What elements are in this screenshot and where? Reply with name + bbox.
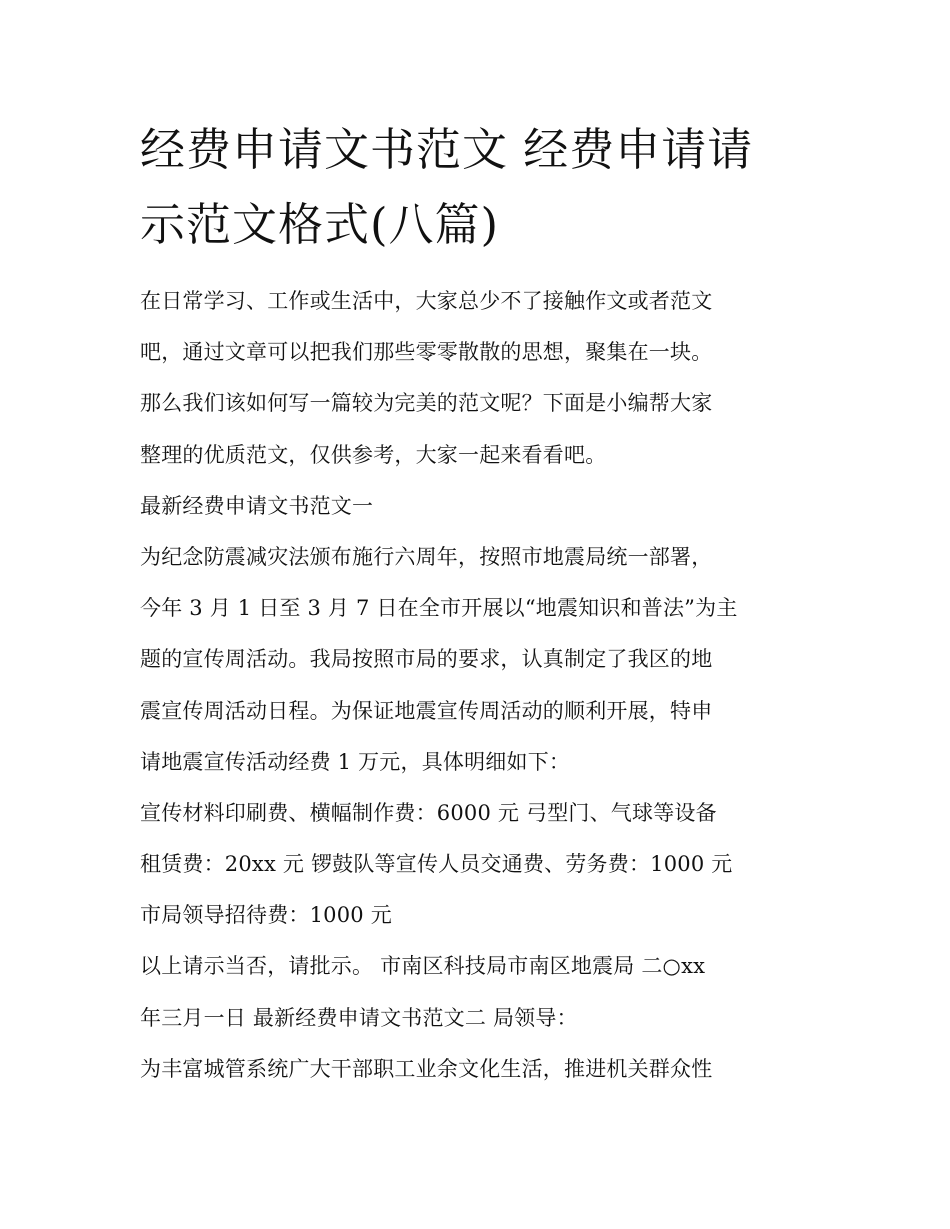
document-title bbox=[140, 112, 820, 262]
paragraph-line: 那么我们该如何写一篇较为完美的范文呢？下面是小编帮大家 bbox=[140, 391, 713, 416]
paragraph-line: 为丰富城管系统广大干部职工业余文化生活，推进机关群众性 bbox=[140, 1056, 713, 1081]
paragraph-line: 请地震宣传活动经费 1 万元，具体明细如下： bbox=[140, 749, 571, 774]
paragraph-line: 题的宣传周活动。我局按照市局的要求，认真制定了我区的地 bbox=[140, 647, 713, 672]
paragraph-line: 为纪念防震减灾法颁布施行六周年，按照市地震局统一部署， bbox=[140, 544, 713, 569]
paragraph-line: 年三月一日 最新经费申请文书范文二 局领导： bbox=[140, 1005, 578, 1030]
paragraph-line: 吧，通过文章可以把我们那些零零散散的思想，聚集在一块。 bbox=[140, 340, 713, 365]
paragraph-line: 今年 3 月 1 日至 3 月 7 日在全市开展以“地震知识和普法”为主 bbox=[140, 596, 738, 621]
paragraph-line: 宣传材料印刷费、横幅制作费：6000 元 弓型门、气球等设备 bbox=[140, 800, 717, 825]
title-line-2: 示范文格式(八篇) bbox=[140, 198, 500, 251]
section-heading: 最新经费申请文书范文一 bbox=[140, 493, 374, 518]
paragraph-line: 以上请示当否，请批示。 市南区科技局市南区地震局 二○xx bbox=[140, 954, 706, 979]
paragraph-line: 租赁费：20xx 元 锣鼓队等宣传人员交通费、劳务费：1000 元 bbox=[140, 852, 733, 877]
paragraph-line: 市局领导招待费：1000 元 bbox=[140, 903, 392, 928]
paragraph-line: 震宣传周活动日程。为保证地震宣传周活动的顺利开展，特申 bbox=[140, 698, 713, 723]
paragraph-line: 在日常学习、工作或生活中，大家总少不了接触作文或者范文 bbox=[140, 289, 713, 313]
paragraph-line: 整理的优质范文，仅供参考，大家一起来看看吧。 bbox=[140, 442, 607, 467]
document-body bbox=[140, 278, 820, 1097]
title-line-1: 经费申请文书范文 经费申请请 bbox=[140, 123, 754, 176]
